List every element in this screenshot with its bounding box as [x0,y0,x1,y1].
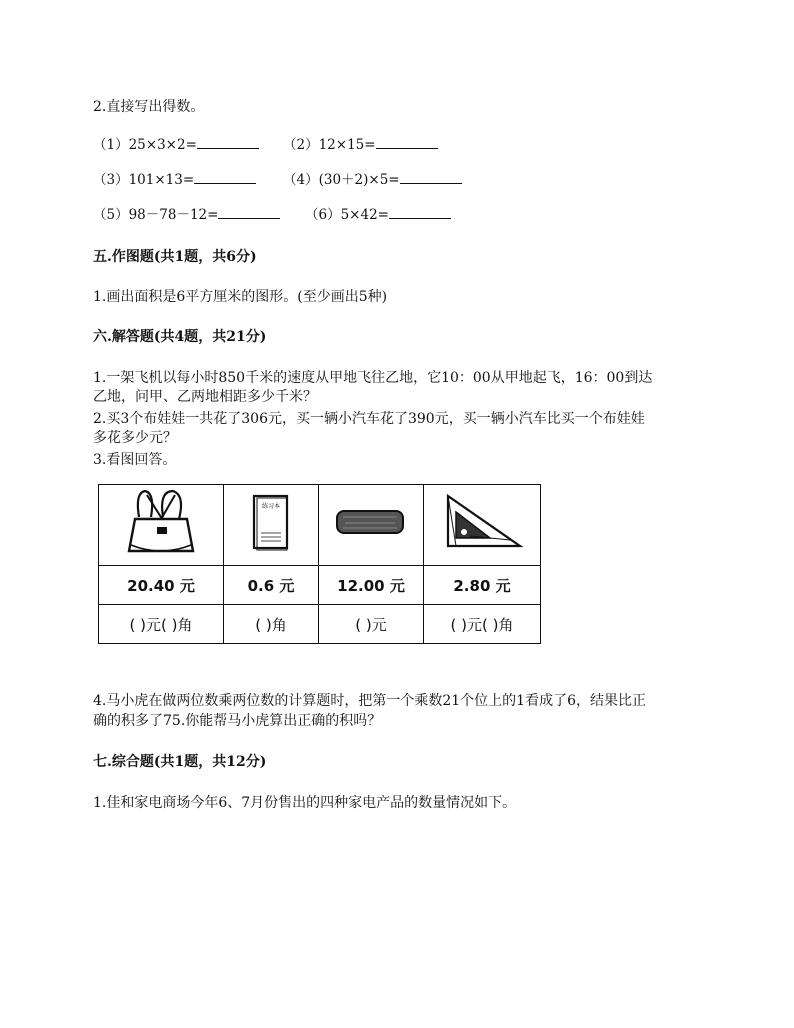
section-6-question-1-line-2: 乙地，问甲、乙两地相距多少千米？ [93,389,317,405]
triangle-ruler-cell [424,485,541,566]
bag-cell [99,485,224,566]
section-5-question-1: 1.画出面积是6平方厘米的图形。(至少画出5种) [93,289,388,305]
price-eraser: 12.00 元 [319,566,424,605]
answer-blank[interactable] [389,204,451,219]
fill-notebook[interactable]: ( )角 [224,605,319,644]
calc-item-4: （4）(30＋2)×5= [283,168,462,188]
section-6-question-2-line-1: 2.买3个布娃娃一共花了306元，买一辆小汽车花了390元，买一辆小汽车比买一个布娃娃 [93,411,645,427]
section-6-question-3: 3.看图回答。 [93,452,177,468]
price-triangle-ruler: 2.80 元 [424,566,541,605]
fill-bag[interactable]: ( )元( )角 [99,605,224,644]
section-6-question-1-line-1: 1.一架飞机以每小时850千米的速度从甲地飞往乙地，它10：00从甲地起飞，16：00到达 [93,370,653,386]
question-2-title: 2.直接写出得数。 [93,99,205,115]
price-notebook: 0.6 元 [224,566,319,605]
notebook-icon [251,493,291,553]
answer-blank[interactable] [218,204,280,219]
eraser-icon [331,505,411,541]
answer-blank[interactable] [400,169,462,184]
notebook-label: 练习本 [261,503,281,510]
section-6-question-2-line-2: 多花多少元？ [93,430,177,446]
section-6-question-4-line-1: 4.马小虎在做两位数乘两位数的计算题时，把第一个乘数21个位上的1看成了6，结果比正 [93,693,646,709]
calc-item-2: （2）12×15= [283,133,438,153]
calc-item-3: （3）101×13= [93,168,256,188]
calc-item-6: （6）5×42= [305,203,451,223]
calc-item-5: （5）98－78－12= [93,203,280,223]
section-6-question-4-line-2: 确的积多了75.你能帮马小虎算出正确的积吗？ [93,713,382,729]
triangle-ruler-icon [440,490,524,556]
notebook-cell [224,485,319,566]
calc-item-1: （1）25×3×2= [93,133,259,153]
fill-triangle-ruler[interactable]: ( )元( )角 [424,605,541,644]
section-7-heading: 七.综合题(共1题，共12分) [93,754,267,770]
section-7-question-1: 1.佳和家电商场今年6、7月份售出的四种家电产品的数量情况如下。 [93,795,517,811]
eraser-cell [319,485,424,566]
fill-eraser[interactable]: ( )元 [319,605,424,644]
answer-blank[interactable] [197,134,259,149]
price-bag: 20.40 元 [99,566,224,605]
section-6-heading: 六.解答题(共4题，共21分) [93,329,267,345]
section-5-heading: 五.作图题(共1题，共6分) [93,249,257,265]
bag-icon [121,487,201,559]
price-table [98,484,541,644]
answer-blank[interactable] [194,169,256,184]
answer-blank[interactable] [376,134,438,149]
